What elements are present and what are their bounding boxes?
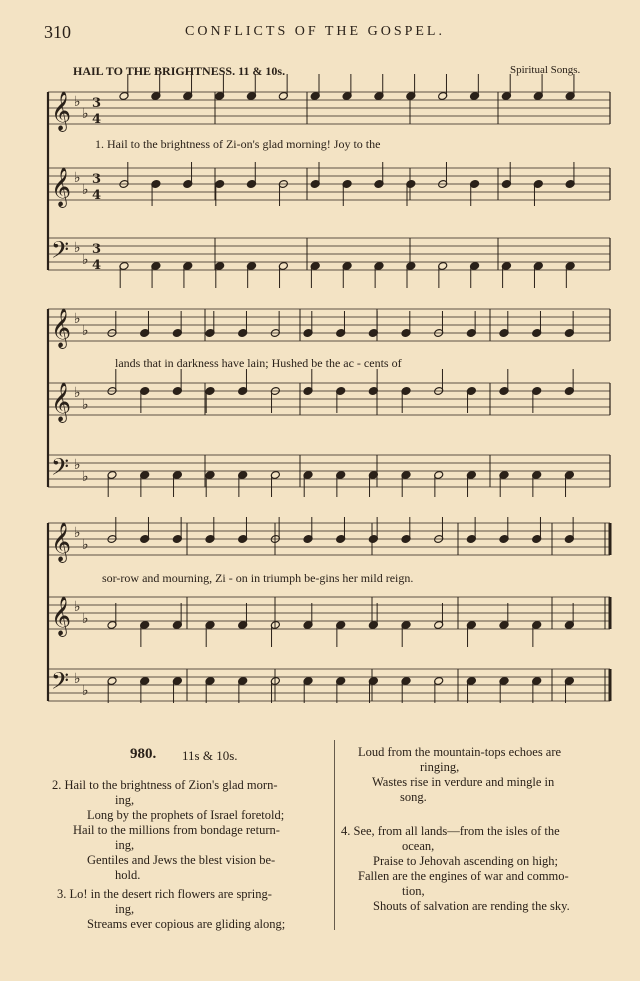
- time-signature-4: 4: [92, 112, 102, 127]
- verse-line: Streams ever copious are gliding along;: [87, 917, 286, 931]
- flat-icon: ♭: [74, 457, 81, 473]
- verse-line: 2. Hail to the brightness of Zion's glad morn-: [52, 778, 278, 792]
- flat-icon: ♭: [74, 240, 81, 256]
- flat-icon: ♭: [82, 611, 89, 627]
- lyrics-row-1: 1. Hail to the brightness of Zi-on's glad morning! Joy to the: [95, 137, 381, 151]
- flat-icon: ♭: [74, 170, 81, 186]
- verse-line: Shouts of salvation are rending the sky.: [373, 899, 570, 913]
- hymn-tune-title: HAIL TO THE BRIGHTNESS. 11 & 10s.: [73, 64, 286, 78]
- flat-icon: ♭: [82, 252, 89, 268]
- flat-icon: ♭: [74, 671, 81, 687]
- treble-clef-icon: 𝄞: [51, 382, 72, 422]
- bass-clef-icon: 𝄢: [51, 236, 70, 269]
- time-signature-4: 4: [92, 188, 102, 203]
- hymn-meter: 11s & 10s.: [182, 748, 238, 763]
- verse-line: 3. Lo! in the desert rich flowers are spring-: [57, 887, 272, 901]
- flat-icon: ♭: [82, 323, 89, 339]
- verse-line: ocean,: [402, 839, 435, 853]
- lyrics-row-2: lands that in darkness have lain; Hushed be the ac - cents of: [115, 356, 402, 370]
- flat-icon: ♭: [74, 311, 81, 327]
- verse-line: ing,: [115, 838, 135, 852]
- verse-line: song.: [400, 790, 427, 804]
- bass-clef-icon: 𝄢: [51, 453, 70, 486]
- flat-icon: ♭: [74, 599, 81, 615]
- flat-icon: ♭: [74, 385, 81, 401]
- verse-line: Praise to Jehovah ascending on high;: [373, 854, 559, 868]
- flat-icon: ♭: [82, 537, 89, 553]
- verse-line: ing,: [115, 793, 135, 807]
- hymn-source: Spiritual Songs.: [510, 64, 581, 76]
- verse-line: hold.: [115, 868, 141, 882]
- page-number: 310: [44, 22, 71, 42]
- verse-line: ing,: [115, 902, 135, 916]
- verse-line: ringing,: [420, 760, 460, 774]
- treble-clef-icon: 𝄞: [51, 522, 72, 562]
- verse-line: Hail to the millions from bondage return-: [73, 823, 280, 837]
- flat-icon: ♭: [74, 94, 81, 110]
- bass-clef-icon: 𝄢: [51, 667, 70, 700]
- verse-line: Wastes rise in verdure and mingle in: [372, 775, 555, 789]
- time-signature-3: 3: [92, 172, 102, 187]
- treble-clef-icon: 𝄞: [51, 167, 72, 207]
- column-divider: [334, 740, 335, 930]
- verse-line: Loud from the mountain-tops echoes are: [358, 745, 562, 759]
- flat-icon: ♭: [82, 469, 89, 485]
- flat-icon: ♭: [82, 106, 89, 122]
- time-signature-3: 3: [92, 242, 102, 257]
- running-title: CONFLICTS OF THE GOSPEL.: [185, 24, 445, 39]
- verse-line: 4. See, from all lands—from the isles of the: [341, 824, 560, 838]
- treble-clef-icon: 𝄞: [51, 308, 72, 348]
- flat-icon: ♭: [74, 525, 81, 541]
- verse-line: Fallen are the engines of war and commo-: [358, 869, 569, 883]
- verse-line: Long by the prophets of Israel foretold;: [87, 808, 285, 822]
- time-signature-4: 4: [92, 258, 102, 273]
- lyrics-row-3: sor-row and mourning, Zi - on in triumph be-gins her mild reign.: [102, 571, 414, 585]
- flat-icon: ♭: [82, 683, 89, 699]
- treble-clef-icon: 𝄞: [51, 596, 72, 636]
- time-signature-3: 3: [92, 96, 102, 111]
- verse-line: Gentiles and Jews the blest vision be-: [87, 853, 276, 867]
- flat-icon: ♭: [82, 182, 89, 198]
- treble-clef-icon: 𝄞: [51, 91, 72, 131]
- flat-icon: ♭: [82, 397, 89, 413]
- verse-line: tion,: [402, 884, 425, 898]
- hymn-number: 980.: [130, 746, 157, 762]
